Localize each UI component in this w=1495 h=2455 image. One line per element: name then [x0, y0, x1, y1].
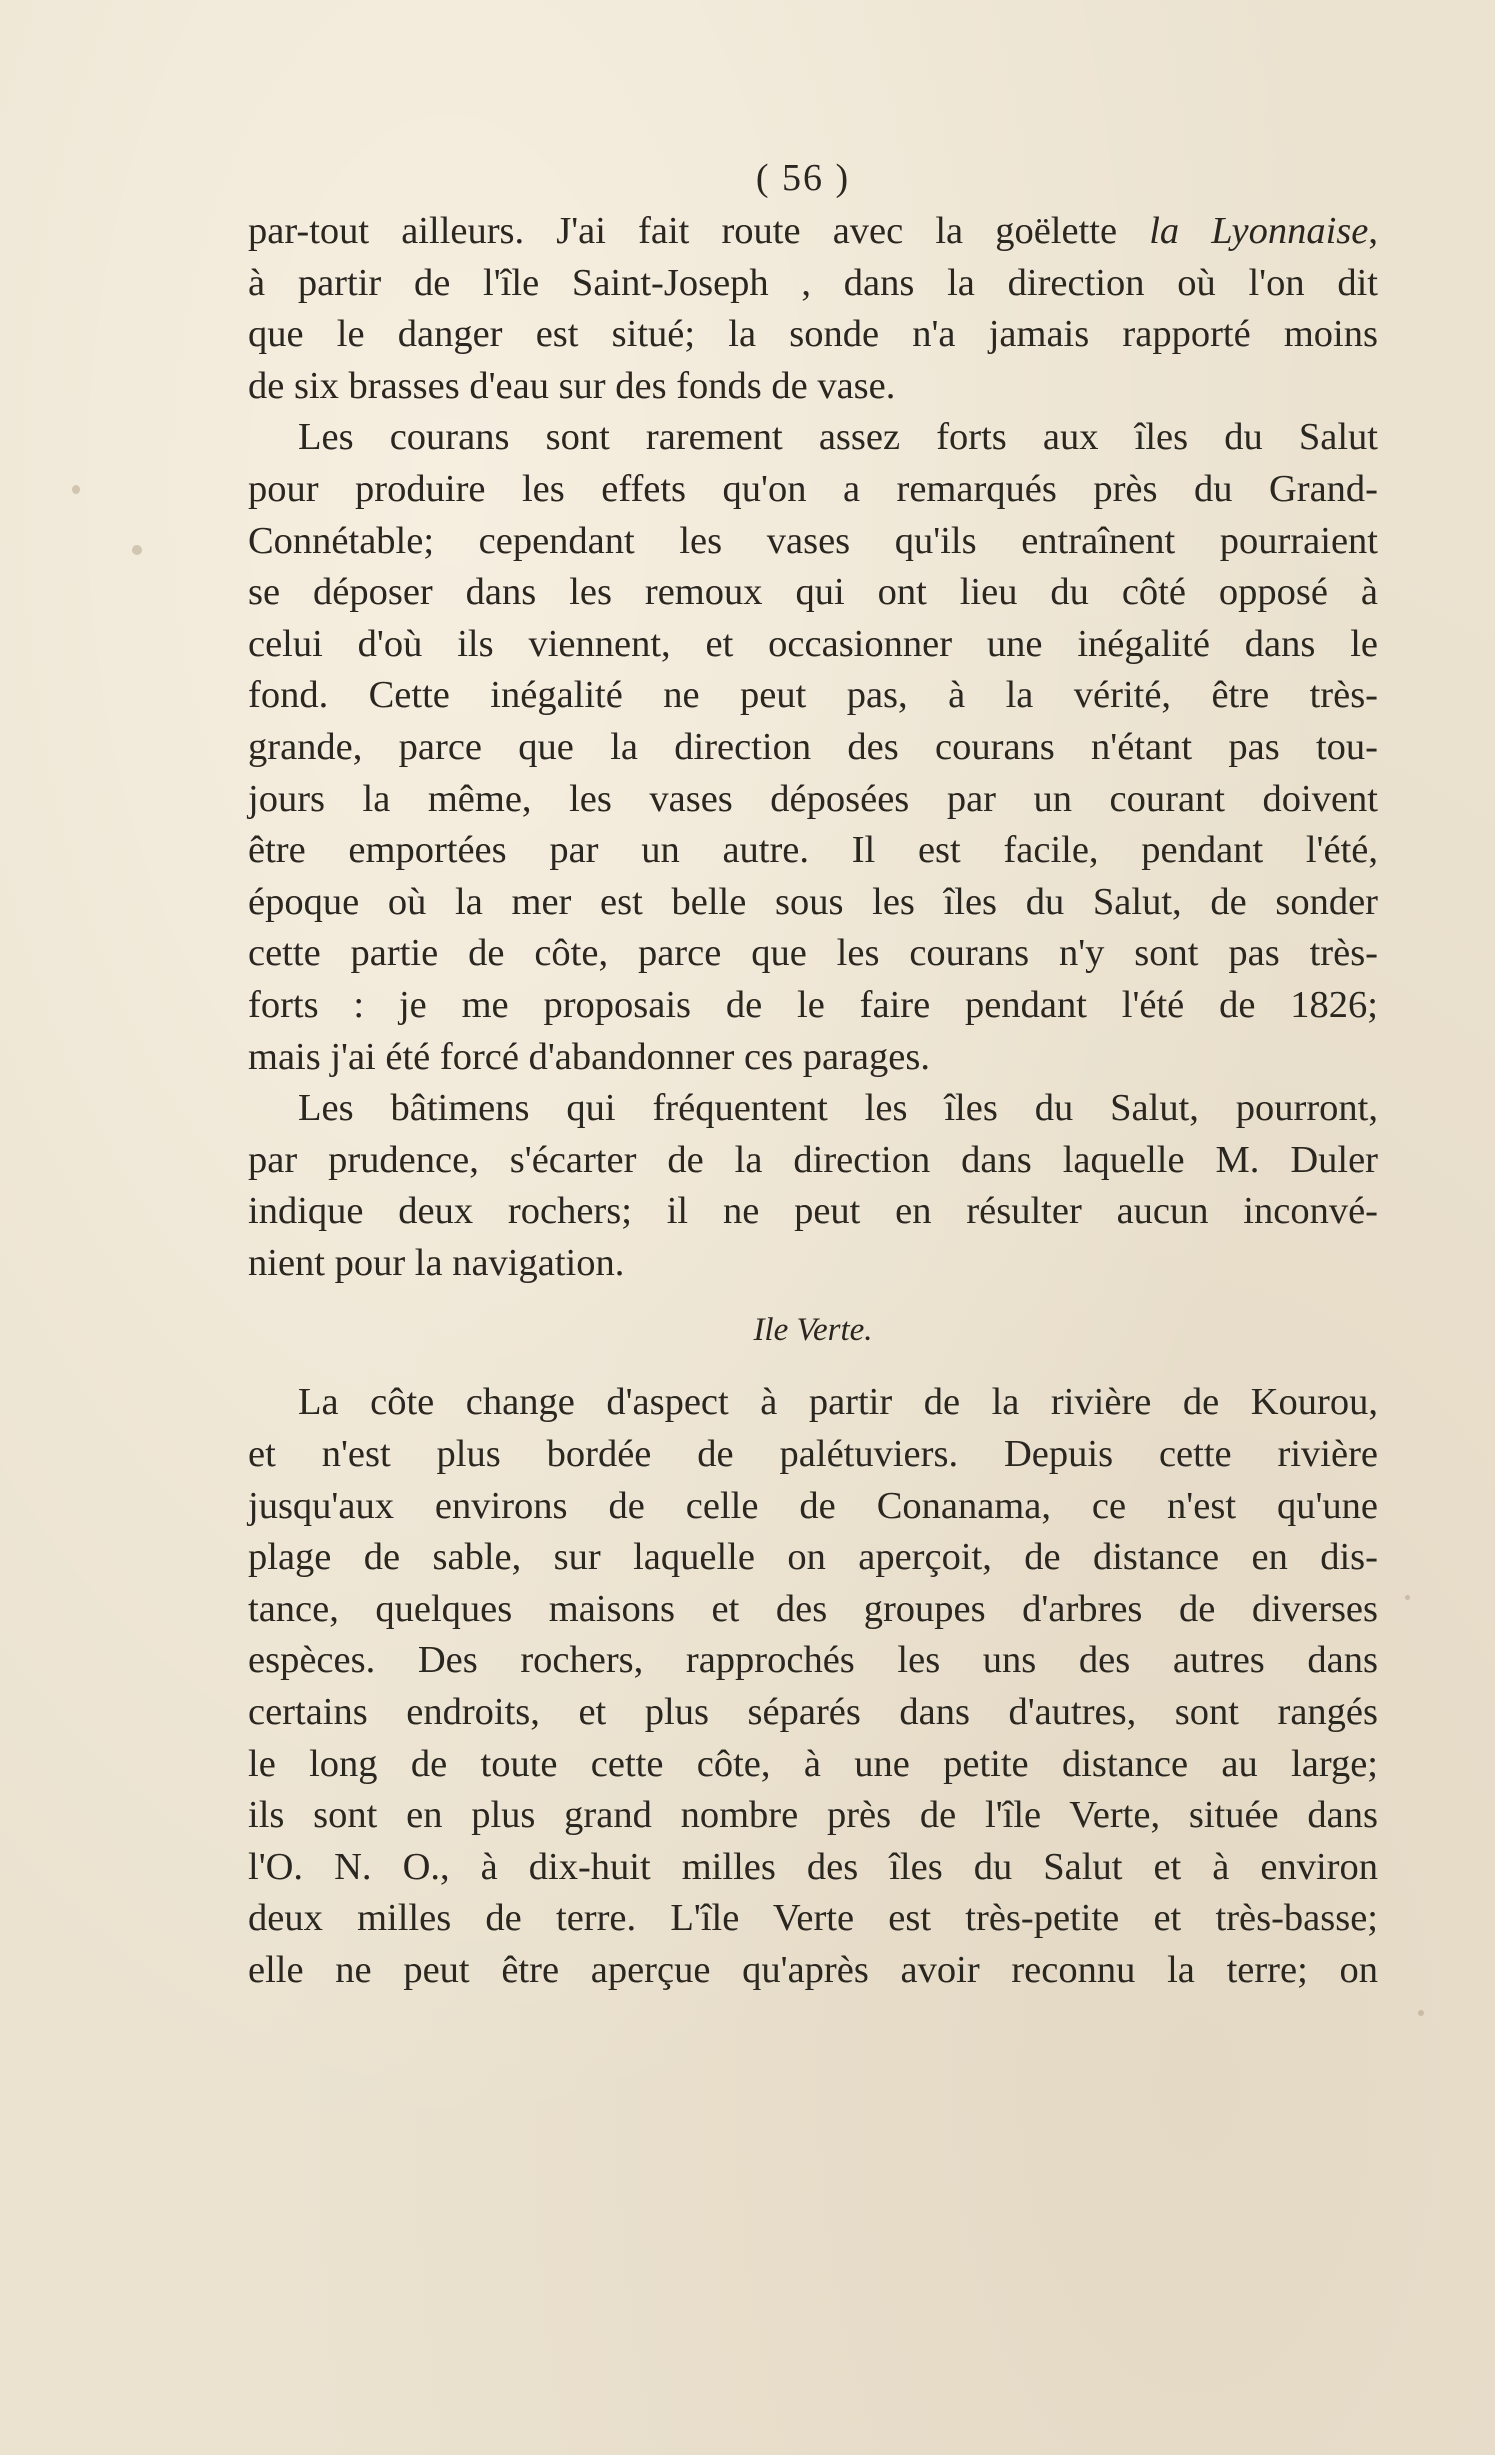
paragraph-3-line-2: par prudence, s'écarter de la direction dans laquelle M. Duler [248, 1138, 1378, 1181]
paragraph-1-line-2: à partir de l'île Saint-Joseph , dans la direction où l'on dit [248, 261, 1378, 304]
paragraph-2-line-6: fond. Cette inégalité ne peut pas, à la vérité, être très- [248, 674, 1378, 717]
paragraph-4-line-11: deux milles de terre. L'île Verte est très-petite et très-basse; [248, 1897, 1378, 1940]
paragraph-4-line-2: et n'est plus bordée de palétuviers. Depuis cette rivière [248, 1433, 1378, 1476]
paragraph-3-line-1: Les bâtimens qui fréquentent les îles du Salut, pourront, [298, 1087, 1378, 1130]
paragraph-4-line-9: ils sont en plus grand nombre près de l'île Verte, située dans [248, 1794, 1378, 1837]
paragraph-1-line-4: de six brasses d'eau sur des fonds de vase. [248, 364, 896, 407]
paragraph-2-line-1: Les courans sont rarement assez forts aux îles du Salut [298, 416, 1378, 459]
paragraph-4-line-7: certains endroits, et plus séparés dans d'autres, sont rangés [248, 1691, 1378, 1734]
paragraph-4-line-4: plage de sable, sur laquelle on aperçoit, de distance en dis- [248, 1536, 1378, 1579]
paragraph-3-line-3: indique deux rochers; il ne peut en résulter aucun inconvé- [248, 1190, 1378, 1233]
paragraph-4 [248, 1377, 1378, 1996]
ship-name: la Lyonnaise [1149, 210, 1369, 252]
paragraph-4-line-10: l'O. N. O., à dix-huit milles des îles du Salut et à environ [248, 1845, 1378, 1888]
paragraph-2-line-4: se déposer dans les remoux qui ont lieu du côté opposé à [248, 571, 1378, 614]
paragraph-4-line-3: jusqu'aux environs de celle de Conanama, ce n'est qu'une [248, 1484, 1378, 1527]
paragraph-1-line-1 [248, 206, 1378, 258]
paragraph-4-line-6: espèces. Des rochers, rapprochés les uns des autres dans [248, 1639, 1378, 1682]
paragraph-2-line-7: grande, parce que la direction des courans n'étant pas tou- [248, 725, 1378, 768]
paragraph-3 [248, 1083, 1378, 1289]
paragraph-2-line-8: jours la même, les vases déposées par un courant doivent [248, 777, 1378, 820]
line-text: par-tout ailleurs. J'ai fait route avec la goëlette [248, 210, 1150, 252]
page-number: ( 56 ) [755, 157, 851, 199]
paragraph-2-line-2: pour produire les effets qu'on a remarqués près du Grand- [248, 467, 1378, 510]
paragraph-4-line-1: La côte change d'aspect à partir de la rivière de Kourou, [298, 1381, 1378, 1424]
paragraph-2-line-5: celui d'où ils viennent, et occasionner une inégalité dans le [248, 622, 1378, 665]
paragraph-4-line-12: elle ne peut être aperçue qu'après avoir reconnu la terre; on [248, 1949, 1378, 1991]
paragraph-1 [248, 206, 1378, 412]
paragraph-2-line-3: Connétable; cependant les vases qu'ils entraînent pourraient [248, 519, 1378, 562]
paper-spot [1418, 2010, 1424, 2016]
paragraph-4-line-5: tance, quelques maisons et des groupes d'arbres de diverses [248, 1587, 1378, 1630]
paragraph-2 [248, 412, 1378, 1083]
paper-spot [132, 545, 142, 555]
section-heading: Ile Verte. [753, 1312, 873, 1349]
paragraph-3-line-4: nient pour la navigation. [248, 1241, 625, 1284]
paragraph-2-line-12: forts : je me proposais de le faire pendant l'été de 1826; [248, 983, 1378, 1026]
line-text: , [1368, 210, 1378, 252]
paragraph-2-line-11: cette partie de côte, parce que les courans n'y sont pas très- [248, 932, 1378, 975]
paper-spot [1405, 1595, 1410, 1600]
paragraph-4-line-8: le long de toute cette côte, à une petite distance au large; [248, 1742, 1378, 1785]
paragraph-1-line-3: que le danger est situé; la sonde n'a jamais rapporté moins [248, 313, 1378, 356]
paragraph-2-line-9: être emportées par un autre. Il est facile, pendant l'été, [248, 829, 1378, 872]
paragraph-2-line-10: époque où la mer est belle sous les îles du Salut, de sonder [248, 880, 1378, 923]
paper-spot [72, 485, 80, 494]
paragraph-2-line-13: mais j'ai été forcé d'abandonner ces parages. [248, 1035, 930, 1078]
page-text [248, 150, 1378, 1997]
